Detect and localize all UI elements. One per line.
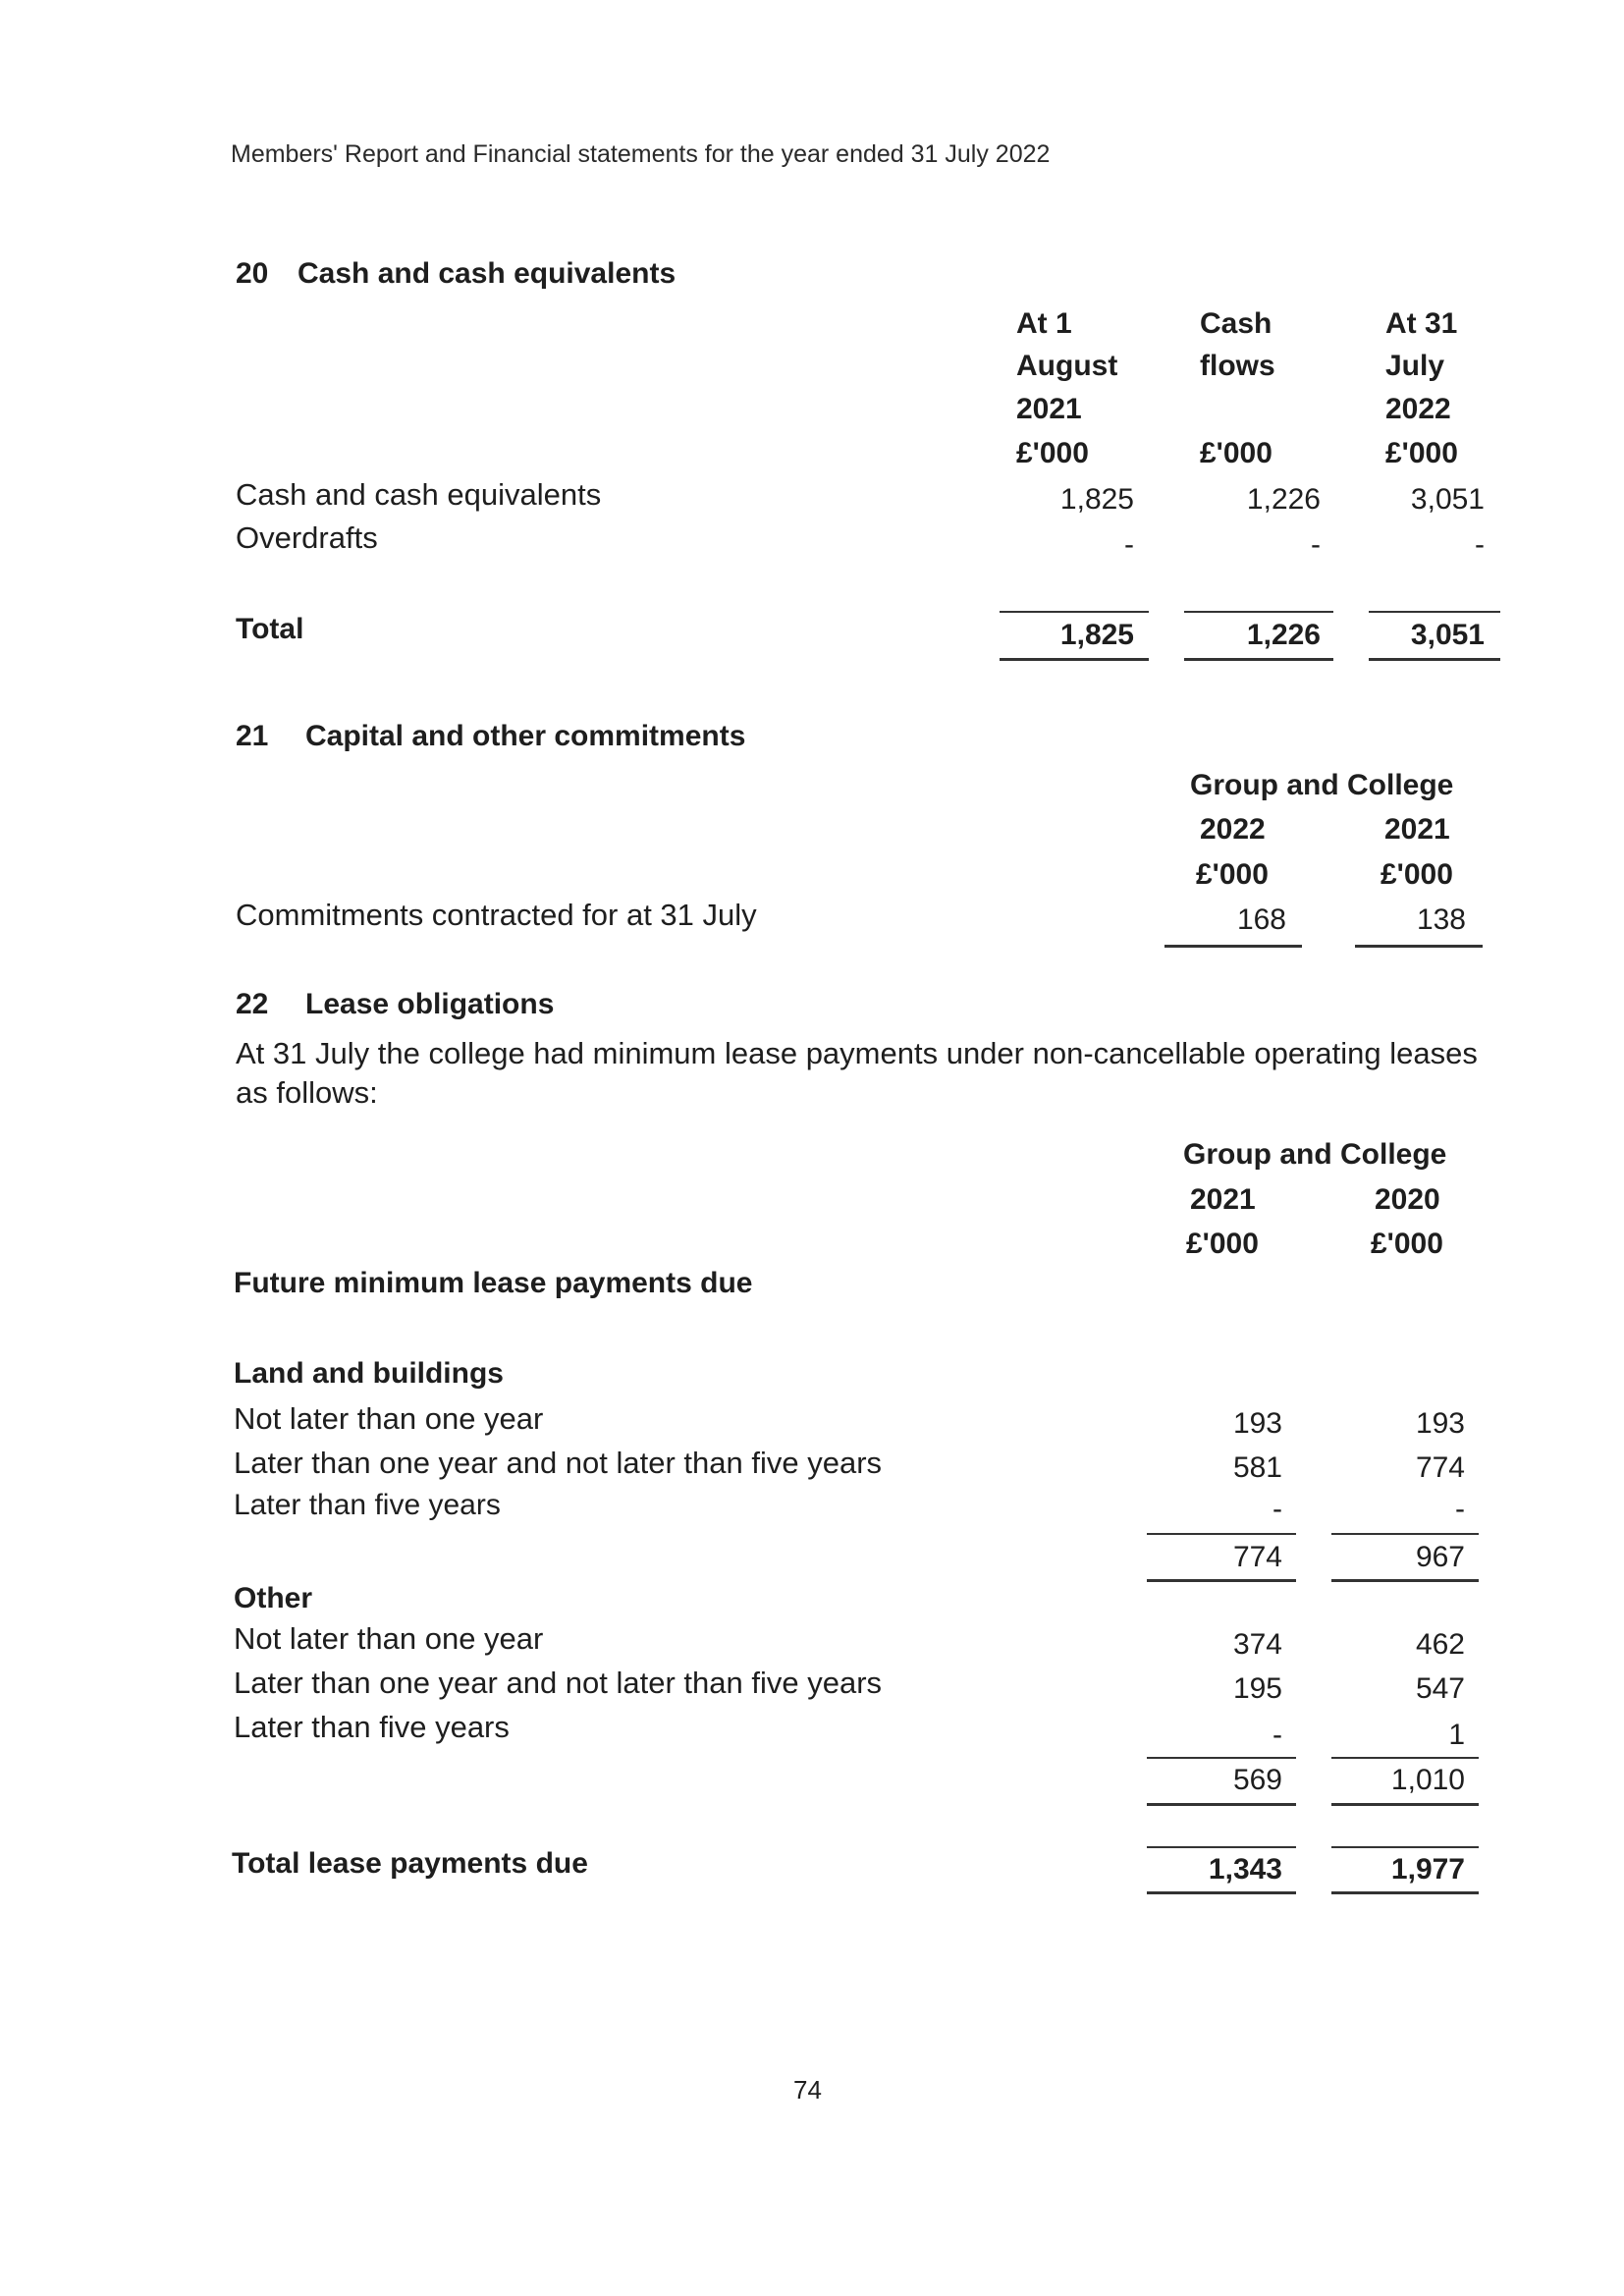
note-20-col1-line2: August [1016, 350, 1118, 382]
note-22-land-row1-col2: 193 [1415, 1407, 1465, 1440]
note-20-double-rule-col1 [1000, 658, 1149, 661]
note-22-land-row1-label: Not later than one year [234, 1401, 544, 1436]
note-22-other-rule-col1 [1147, 1757, 1296, 1759]
note-22-land-double-rule-col2 [1331, 1579, 1479, 1582]
note-20-row-overdrafts-col3: - [1475, 528, 1485, 561]
note-20-col2-line1: Cash [1200, 307, 1272, 340]
running-header: Members' Report and Financial statements for the year ended 31 July 2022 [231, 140, 1051, 168]
note-22-year-2: 2020 [1375, 1183, 1440, 1216]
note-22-other-row2-col1: 195 [1232, 1672, 1282, 1705]
note-22-total-rule-col2 [1331, 1846, 1479, 1848]
page-number: 74 [793, 2075, 822, 2105]
note-21-year-1: 2022 [1200, 813, 1266, 846]
note-22-land-subtotal-col2: 967 [1415, 1541, 1465, 1573]
note-20-col3-line1: At 31 [1385, 307, 1458, 340]
note-20-total-col1: 1,825 [1059, 619, 1134, 651]
note-20-total-rule-col2 [1184, 611, 1333, 613]
note-22-total-col2: 1,977 [1390, 1853, 1465, 1886]
note-20-number: 20 [236, 257, 269, 290]
note-20-row-cash-col2: 1,226 [1246, 483, 1321, 516]
note-20-total-rule-col1 [1000, 611, 1149, 613]
note-22-other-row3-col2: 1 [1448, 1719, 1465, 1751]
note-20-total-label: Total [236, 613, 304, 645]
note-21-row-label: Commitments contracted for at 31 July [236, 898, 757, 932]
note-22-land-row2-col1: 581 [1232, 1451, 1282, 1484]
note-22-other-subtotal-col2: 1,010 [1390, 1764, 1465, 1796]
note-22-total-label: Total lease payments due [232, 1847, 588, 1880]
note-21-group-header: Group and College [1190, 769, 1454, 801]
note-20-col3-unit: £'000 [1385, 437, 1458, 469]
note-20-title: Cash and cash equivalents [298, 257, 677, 290]
note-22-land-row2-col2: 774 [1415, 1451, 1465, 1484]
note-20-total-col3: 3,051 [1410, 619, 1485, 651]
note-20-row-cash-col3: 3,051 [1410, 483, 1485, 516]
note-20-row-cash-col1: 1,825 [1059, 483, 1134, 516]
note-22-land-rule-col2 [1331, 1533, 1479, 1535]
note-22-unit-1: £'000 [1186, 1228, 1259, 1260]
note-22-other-row1-label: Not later than one year [234, 1621, 544, 1656]
note-20-col1-line3: 2021 [1016, 393, 1082, 425]
note-22-land-subtotal-col1: 774 [1232, 1541, 1282, 1573]
note-22-year-1: 2021 [1190, 1183, 1256, 1216]
note-22-other-heading: Other [234, 1582, 313, 1614]
note-21-number: 21 [236, 720, 269, 752]
note-20-row-overdrafts-label: Overdrafts [236, 520, 378, 555]
note-22-other-row1-col2: 462 [1415, 1628, 1465, 1661]
note-20-row-cash-label: Cash and cash equivalents [236, 477, 602, 512]
note-20-col1-line1: At 1 [1016, 307, 1072, 340]
note-21-unit-1: £'000 [1196, 858, 1269, 891]
note-22-total-double-rule-col2 [1331, 1891, 1479, 1894]
note-22-future-heading: Future minimum lease payments due [234, 1267, 753, 1299]
note-20-row-overdrafts-col2: - [1311, 528, 1321, 561]
note-21-double-rule-col1 [1164, 945, 1302, 948]
note-22-unit-2: £'000 [1371, 1228, 1443, 1260]
note-22-other-row3-col1: - [1272, 1719, 1282, 1751]
note-21-row-col2: 138 [1416, 903, 1466, 936]
note-22-other-double-rule-col2 [1331, 1803, 1479, 1806]
note-20-col3-line2: July [1385, 350, 1445, 382]
note-22-other-subtotal-col1: 569 [1232, 1764, 1282, 1796]
note-20-col3-line3: 2022 [1385, 393, 1451, 425]
note-22-intro-line2: as follows: [236, 1075, 378, 1110]
note-22-land-row3-col1: - [1272, 1493, 1282, 1525]
note-22-land-row2-label: Later than one year and not later than five years [234, 1446, 883, 1480]
note-22-land-double-rule-col1 [1147, 1579, 1296, 1582]
note-22-other-row3-label: Later than five years [234, 1710, 510, 1744]
note-22-other-row2-label: Later than one year and not later than five years [234, 1666, 883, 1700]
note-22-total-col1: 1,343 [1208, 1853, 1282, 1886]
note-22-other-rule-col2 [1331, 1757, 1479, 1759]
note-22-land-row1-col1: 193 [1232, 1407, 1282, 1440]
note-20-col2-unit: £'000 [1200, 437, 1272, 469]
note-22-other-double-rule-col1 [1147, 1803, 1296, 1806]
note-22-land-heading: Land and buildings [234, 1357, 504, 1390]
note-22-group-header: Group and College [1183, 1138, 1447, 1171]
note-20-double-rule-col3 [1369, 658, 1500, 661]
note-22-total-double-rule-col1 [1147, 1891, 1296, 1894]
note-22-land-row3-label: Later than five years [234, 1489, 501, 1521]
note-21-title: Capital and other commitments [305, 720, 746, 752]
note-20-col2-line2: flows [1200, 350, 1275, 382]
note-22-land-row3-col2: - [1455, 1493, 1465, 1525]
note-22-land-rule-col1 [1147, 1533, 1296, 1535]
note-22-title: Lease obligations [305, 988, 555, 1020]
note-21-row-col1: 168 [1236, 903, 1286, 936]
note-22-number: 22 [236, 988, 269, 1020]
note-21-unit-2: £'000 [1380, 858, 1453, 891]
note-21-year-2: 2021 [1384, 813, 1450, 846]
note-22-other-row1-col1: 374 [1232, 1628, 1282, 1661]
note-20-row-overdrafts-col1: - [1124, 528, 1134, 561]
note-22-total-rule-col1 [1147, 1846, 1296, 1848]
note-20-total-col2: 1,226 [1246, 619, 1321, 651]
note-22-other-row2-col2: 547 [1415, 1672, 1465, 1705]
note-20-double-rule-col2 [1184, 658, 1333, 661]
note-22-intro-line1: At 31 July the college had minimum lease payments under non-cancellable operating leases [236, 1036, 1478, 1070]
note-21-double-rule-col2 [1355, 945, 1483, 948]
note-20-total-rule-col3 [1369, 611, 1500, 613]
note-20-col1-unit: £'000 [1016, 437, 1089, 469]
